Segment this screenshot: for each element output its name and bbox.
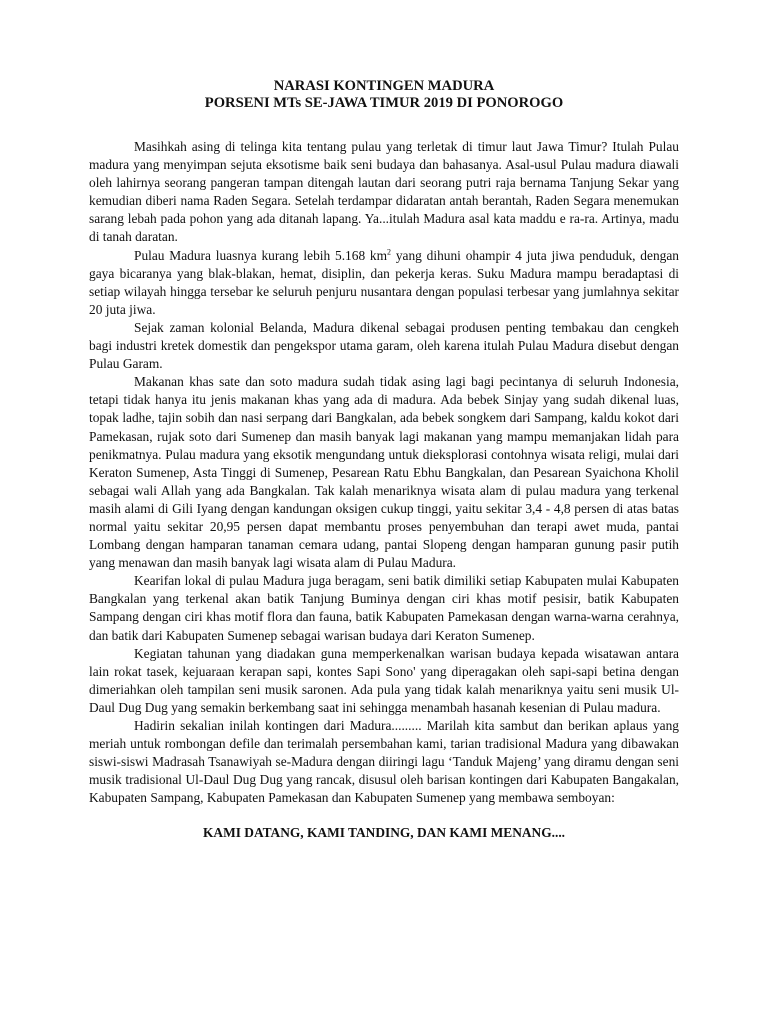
document-title-line-2: PORSENI MTs SE-JAWA TIMUR 2019 DI PONOROGO (204, 95, 564, 111)
paragraph-geography-text: Pulau Madura luasnya kurang lebih 5.168 km (134, 247, 388, 263)
paragraph-introduction: Hadirin sekalian inilah kontingen dari Madura......... Marilah kita sambut dan berikan aplaus yang meriah untuk rombongan defile dan terimalah persembahan kami, tarian tradisional Madura yang dibawakan siswi-siswi Madrasah Tsanawiyah se-Madura dengan diiringi lagu ‘Tanduk Majeng’ yang diramu dengan seni musik tradisional Ul-Daul Dug Dug yang rancak, disusul oleh barisan kontingen dari Kabupaten Bangakalan, Kabupaten Sampang, Kabupaten Pamekasan dan Kabupaten Sumenep yang membawa semboyan: (89, 718, 679, 806)
paragraph-cuisine-tourism: Makanan khas sate dan soto madura sudah tidak asing lagi bagi pecintanya di seluruh Indonesia, tetapi tidak hanya itu jenis makanan khas yang ada di madura. Ada bebek Sinjay yang sudah dikenal luas, topak ladhe, tajin sobih dan nasi serpang dari Bangkalan, ada bebek songkem dari Sampang, kaldu kokot dari Pamekasan, rujak soto dari Sumenep dan masih banyak lagi makanan yang mampu memanjakan lidah para penikmatnya. Pulau madura yang eksotik mengundang untuk dieksplorasi contohnya wisata religi, mulai dari Keraton Sumenep, Asta Tinggi di Sumenep, Pesarean Ratu Ebhu Bangkalan, dan Pesarean Syaichona Kholil sebagai wali Allah yang ada Bangkalan. Tak kalah menariknya wisata alam di pulau madura yang terkenal masih alami di Gili Iyang dengan kandungan oksigen cukup tinggi, yaitu sekitar 3,4 - 4,8 persen di atas batas normal yaitu sekitar 20,95 persen dapat membantu proses penyembuhan dan terapi awet muda, pantai Lombang dengan hamparan tanaman cemara udang, pantai Slopeng dengan hamparan gunung pasir putih yang menawan dan masih banyak lagi wisata alam di Pulau Madura. (89, 374, 679, 571)
paragraph-batik: Kearifan lokal di pulau Madura juga beragam, seni batik dimiliki setiap Kabupaten mulai Kabupaten Bangkalan yang terkenal akan batik Tanjung Buminya dengan ciri khas motif pesisir, batik Kabupaten Sampang dengan ciri khas motif flora dan fauna, batik Kabupaten Pamekasan dengan warna-warna cerahnya, dan batik dari Kabupaten Sumenep sebagai warisan budaya dari Keraton Sumenep. (89, 573, 679, 643)
paragraph-history: Sejak zaman kolonial Belanda, Madura dikenal sebagai produsen penting tembakau dan cengkeh bagi industri kretek domestik dan pengekspor utama garam, oleh karena itulah Pulau Madura disebut dengan Pulau Garam. (89, 319, 679, 372)
document-body (89, 138, 679, 807)
paragraph-geography (89, 247, 679, 319)
closing-motto: KAMI DATANG, KAMI TANDING, DAN KAMI MENANG.... (202, 825, 566, 841)
paragraph-geography-text-rest: yang dihuni ohampir 4 juta jiwa penduduk, dengan gaya bicaranya yang blak-blakan, hemat, disiplin, dan pekerja keras. Suku Madura mampu beradaptasi di setiap wilayah hingga tersebar ke seluruh penjuru nusantara dengan populasi terbesar yang jumlahnya sekitar 20 juta jiwa. (89, 247, 679, 317)
paragraph-annual-events: Kegiatan tahunan yang diadakan guna memperkenalkan warisan budaya kepada wisatawan antara lain rokat tasek, kejuaraan kerapan sapi, kontes Sapi Sono' yang diperagakan oleh sapi-sapi betina dengan dimeriahkan oleh tampilan seni musik saronen. Ada pula yang tidak kalah menariknya yaitu seni musik Ul-Daul Dug Dug yang semakin berkembang saat ini sehingga menambah hasanah kesenian di Pulau madura. (89, 645, 679, 715)
document-title-line-1: NARASI KONTINGEN MADURA (273, 78, 495, 94)
document-page (89, 78, 679, 856)
superscript-squared: 2 (387, 247, 392, 257)
paragraph-origin: Masihkah asing di telinga kita tentang pulau yang terletak di timur laut Jawa Timur? Itulah Pulau madura yang menyimpan sejuta eksotisme baik seni budaya dan bahasanya. Asal-usul Pulau madura diawali oleh lahirnya seorang pangeran tampan ditengah lautan dari seorang putri raja bernama Tanjung Sekar yang kemudian diberi nama Raden Segara. Setelah terdampar didaratan antah berantah, Raden Segara menemukan sarang lebah pada pohon yang ada ditanah lapang. Ya...itulah Madura asal kata maddu e ra-ra. Artinya, madu di tanah daratan. (89, 139, 679, 245)
